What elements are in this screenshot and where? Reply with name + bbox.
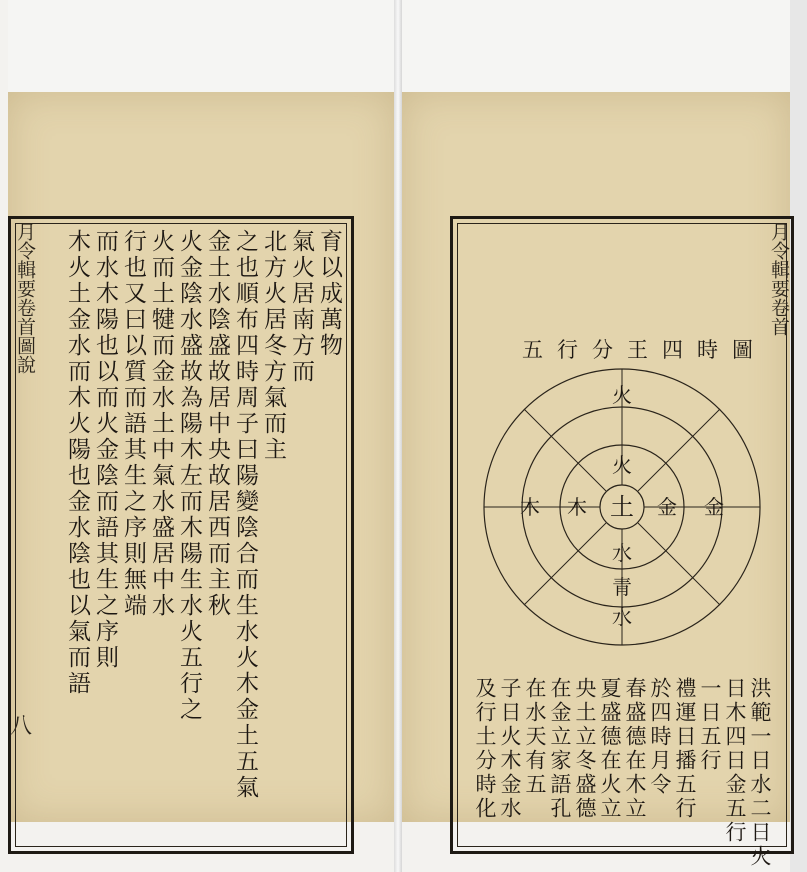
note-column: 禮運日播五行 xyxy=(673,677,697,821)
svg-text:木: 木 xyxy=(567,495,587,519)
note-column: 一日五行 xyxy=(698,677,722,773)
diagram-title: 五行分王四時圖 xyxy=(522,338,767,362)
note-column: 央土立冬盛德 xyxy=(573,677,597,821)
note-column: 春盛德在木立 xyxy=(623,677,647,821)
note-column: 於四時月令 xyxy=(648,677,672,797)
svg-text:水: 水 xyxy=(612,541,632,565)
svg-text:火: 火 xyxy=(612,453,632,477)
folio-number: 八 xyxy=(10,714,33,739)
note-column: 在金立家語孔 xyxy=(548,677,572,821)
text-column: 行也又曰以質而語其生之序則無端 xyxy=(120,229,146,619)
note-column: 及行土分時化 xyxy=(473,677,497,821)
text-column: 木火土金水而木火陽也金水陰也以氣而語 xyxy=(64,229,90,697)
note-column: 洪範一日水二日火 xyxy=(748,677,772,869)
text-column: 氣火居南方而 xyxy=(288,229,314,385)
note-column: 夏盛德在火立 xyxy=(598,677,622,821)
right-page xyxy=(402,92,790,869)
svg-text:木: 木 xyxy=(520,495,540,519)
five-phases-diagram xyxy=(482,362,762,652)
svg-text:金: 金 xyxy=(657,495,677,519)
text-column: 而水木陽也以而火金陰而語其生之序則 xyxy=(92,229,118,671)
text-column: 育以成萬物 xyxy=(316,229,342,359)
text-column: 火金陰水盛故為陽木左而木陽生水火五行之 xyxy=(176,229,202,723)
text-column: 金土水陰盛故居中央故居西而主秋 xyxy=(204,229,230,619)
text-column: 北方火居冬方氣而主 xyxy=(260,229,286,463)
svg-text:青: 青 xyxy=(612,575,632,599)
note-column: 子日火木金水 xyxy=(498,677,522,821)
left-margin-label: 月令輯要卷首圖說 xyxy=(14,222,36,374)
left-text-frame xyxy=(8,216,354,854)
svg-text:火: 火 xyxy=(612,383,632,407)
left-page xyxy=(8,92,394,822)
book-spine xyxy=(394,0,402,872)
text-column: 火而土犍而金水土中氣水盛居中水 xyxy=(148,229,174,619)
right-margin-label: 月令輯要卷首 xyxy=(768,222,790,336)
note-column: 日木四日金五行 xyxy=(723,677,747,845)
center-element: 土 xyxy=(610,493,634,521)
svg-text:水: 水 xyxy=(612,605,632,629)
text-column: 之也順布四時周子曰陽變陰合而生水火木金土五氣 xyxy=(232,229,258,801)
svg-text:金: 金 xyxy=(704,495,724,519)
note-column: 在水天有五 xyxy=(523,677,547,797)
